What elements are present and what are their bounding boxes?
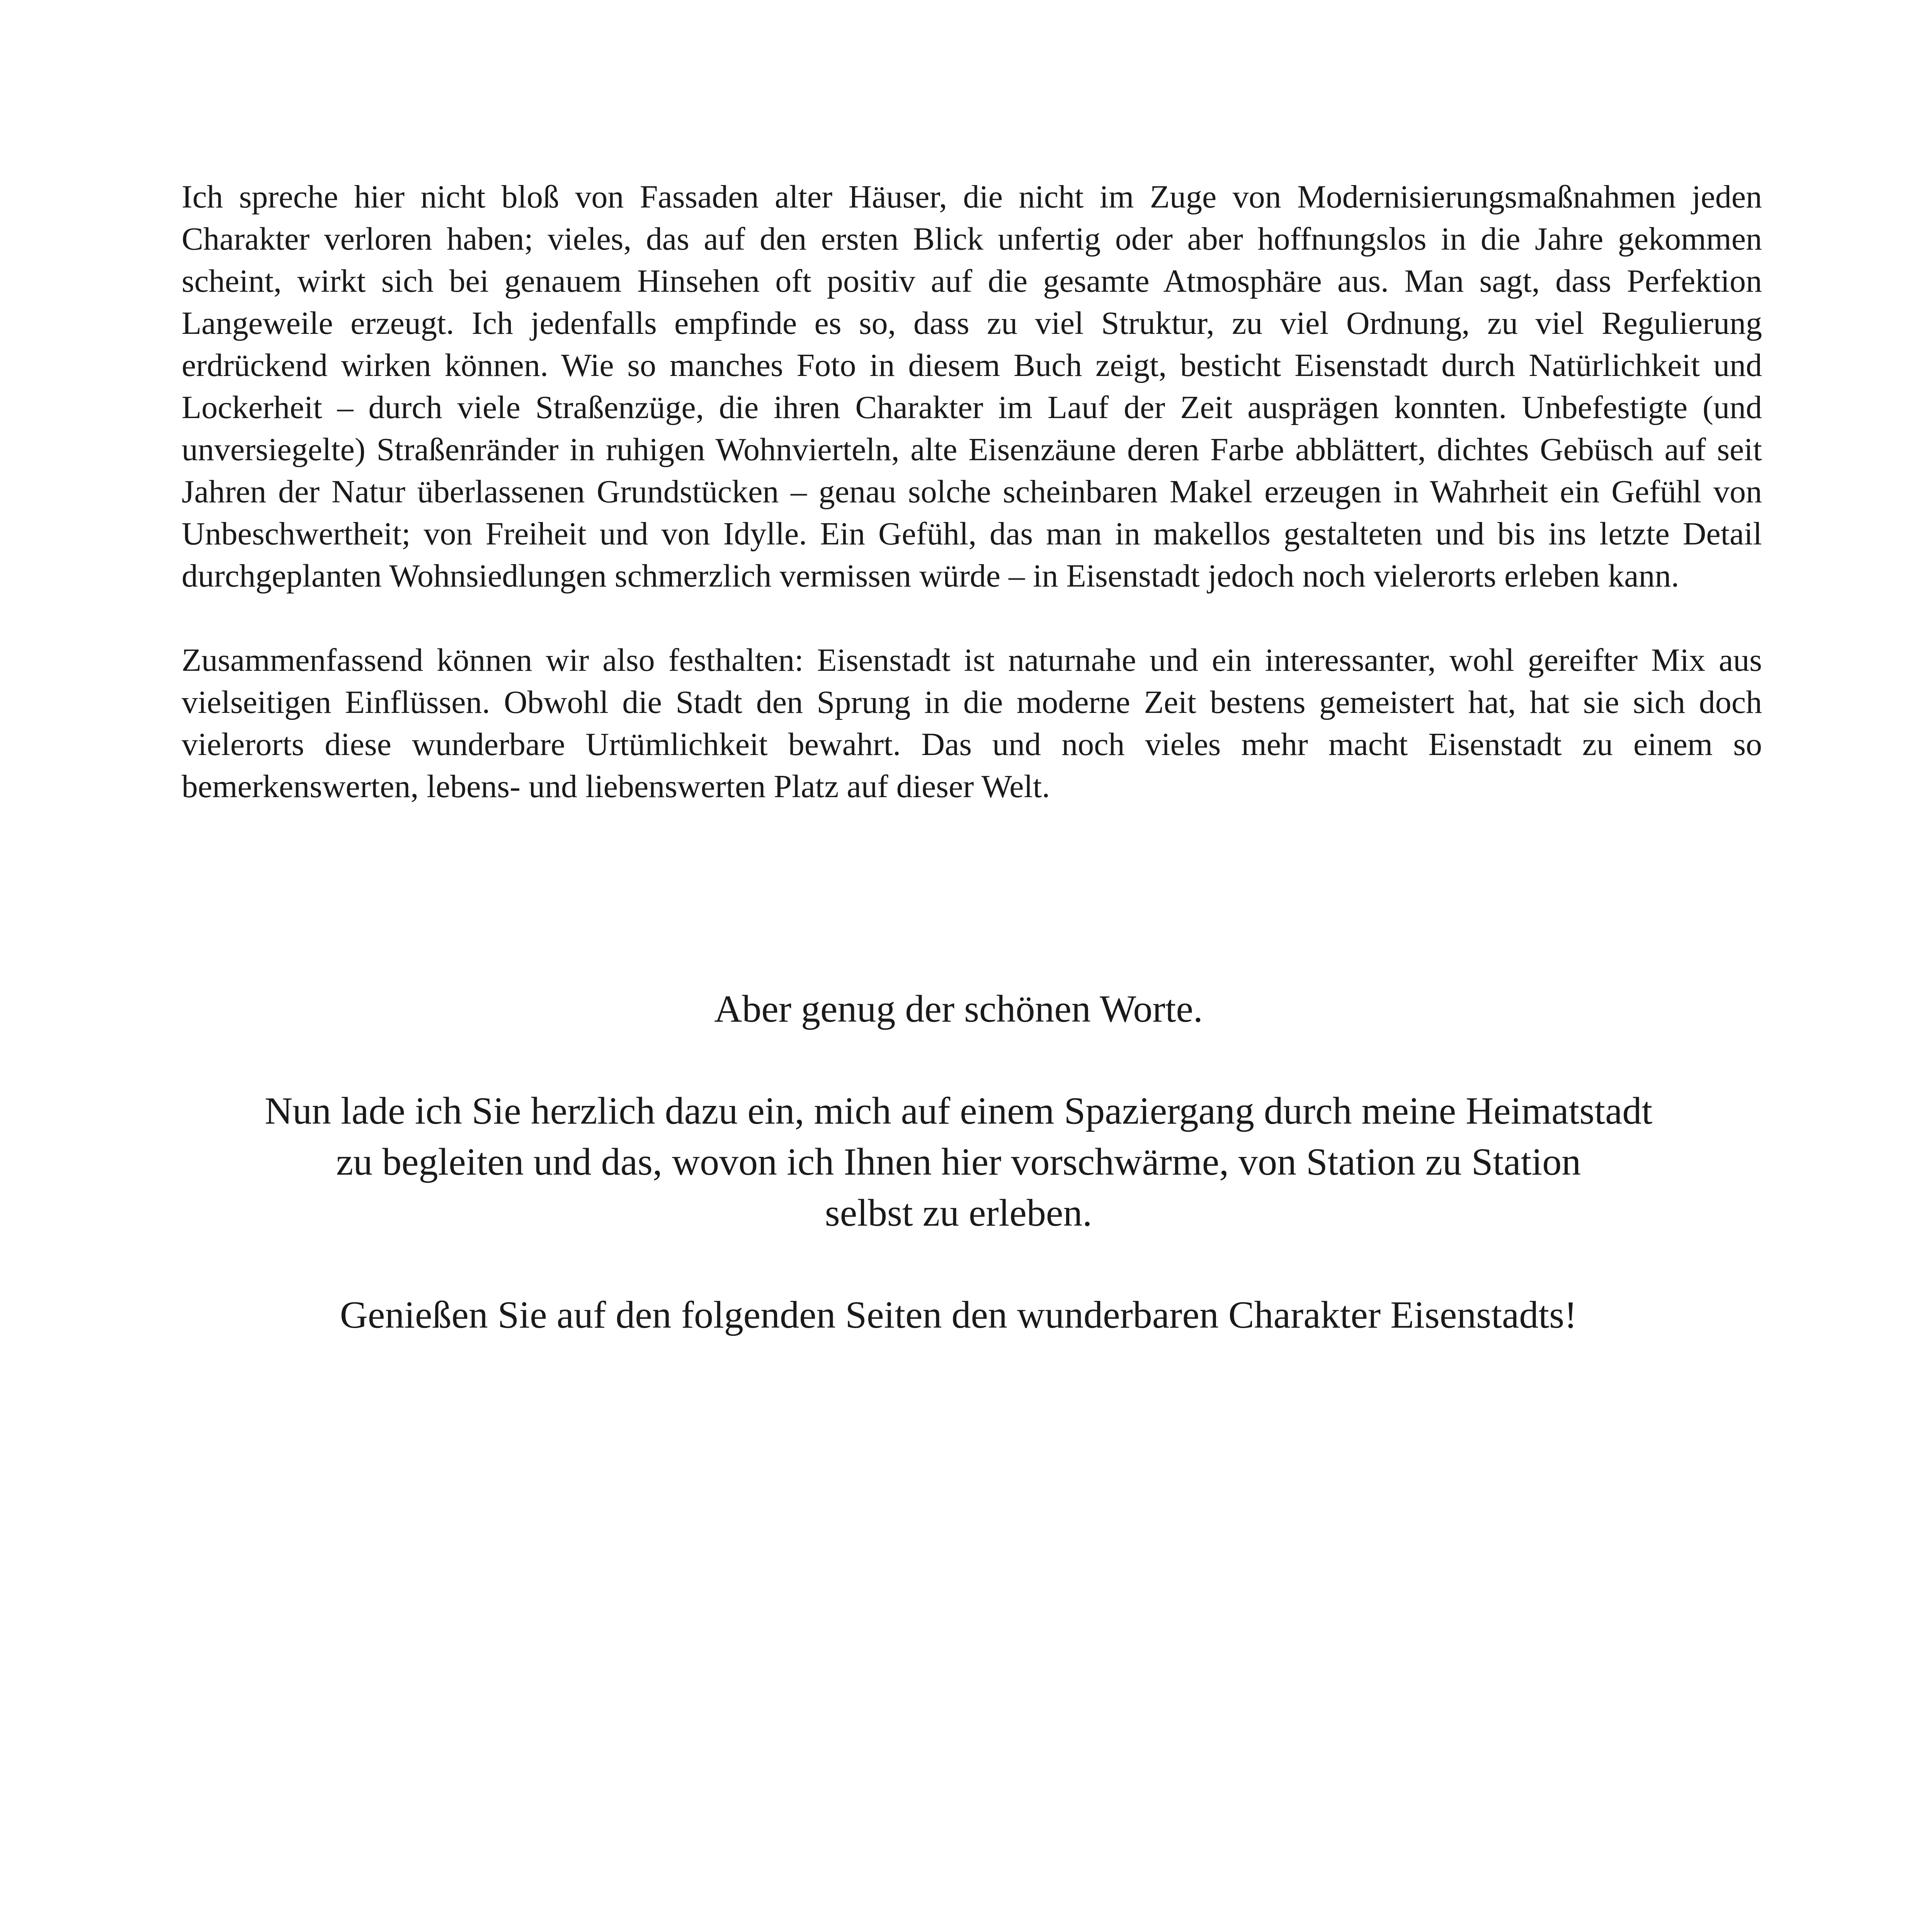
- invitation-line: zu begleiten und das, wovon ich Ihnen hier vorschwärme, von Station zu Station: [336, 1140, 1581, 1183]
- invitation-text: [116, 1085, 1801, 1238]
- body-text: [182, 176, 1762, 808]
- paragraph: Zusammenfassend können wir also festhalten: Eisenstadt ist naturnahe und ein interessanter, wohl gereifter Mix aus vielseitigen Einflüssen. Obwohl die Stadt den Sprung in die moderne Zeit bestens gemeistert hat, hat sie sich doch vielerorts diese wunderbare Urtümlichkeit bewahrt. Das und noch vieles mehr macht Eisenstadt zu einem so bemerkenswerten, lebens- und liebenswerten Platz auf dieser Welt.: [182, 642, 1762, 804]
- invitation-line: Nun lade ich Sie herzlich dazu ein, mich auf einem Spaziergang durch meine Heimatstadt: [264, 1089, 1653, 1132]
- paragraph: Ich spreche hier nicht bloß von Fassaden alter Häuser, die nicht im Zuge von Modernisierungsmaßnahmen jeden Charakter verloren haben; vieles, das auf den ersten Blick unfertig oder aber hoffnungslos in die Jahre gekommen scheint, wirkt sich bei genauem Hinsehen oft positiv auf die gesamte Atmosphäre aus. Man sagt, dass Perfektion Langeweile erzeugt. Ich jedenfalls empfinde es so, dass zu viel Struktur, zu viel Ordnung, zu viel Regulierung erdrückend wirken können. Wie so manches Foto in diesem Buch zeigt, besticht Eisenstadt durch Natürlichkeit und Lockerheit – durch viele Straßenzüge, die ihren Charakter im Lauf der Zeit ausprägen konnten. Unbefestigte (und unversiegelte) Straßenränder in ruhigen Wohnvierteln, alte Eisenzäune deren Farbe abblättert, dichtes Gebüsch auf seit Jahren der Natur überlassenen Grundstücken – genau solche scheinbaren Makel erzeugen in Wahrheit ein Gefühl von Unbeschwertheit; von Freiheit und von Idylle. Ein Gefühl, das man in makellos gestalteten und bis ins letzte Detail durchgeplanten Wohnsiedlungen schmerzlich vermissen würde – in Eisenstadt jedoch noch vielerorts erleben kann.: [182, 179, 1762, 594]
- closing-section: [116, 983, 1801, 1340]
- invitation-line: selbst zu erleben.: [825, 1191, 1092, 1234]
- final-line: Genießen Sie auf den folgenden Seiten den wunderbaren Charakter Eisenstadts!: [340, 1293, 1577, 1336]
- closing-line: Aber genug der schönen Worte.: [714, 987, 1203, 1030]
